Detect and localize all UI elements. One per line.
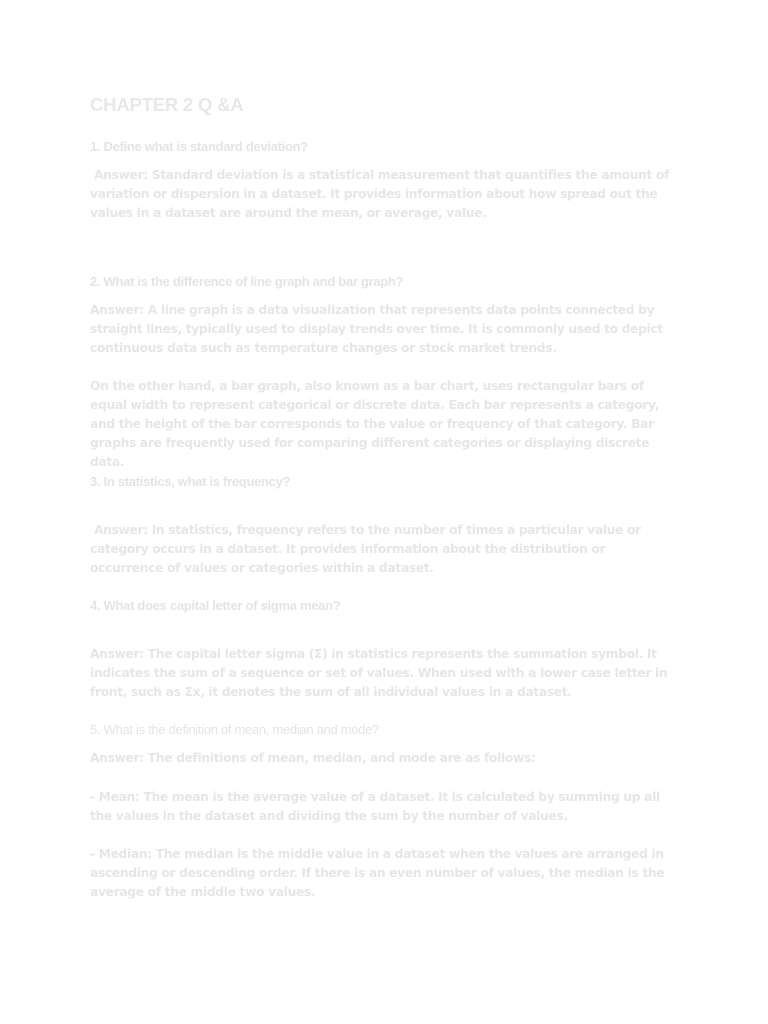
question-4: 4. What does capital letter of sigma mean?: [90, 598, 341, 613]
answer-4: Answer: The capital letter sigma (Σ) in statistics represents the summation symbol. It indicates the sum of a sequence or set of values. When used with a lower case letter in front, such as Σx, it denotes the sum of all individual values in a dataset.: [90, 647, 672, 699]
answer-5-intro: Answer: The definitions of mean, median, and mode are as follows:: [90, 751, 536, 765]
question-5: 5. What is the definition of mean, median and mode?: [90, 722, 379, 737]
question-2: 2. What is the difference of line graph and bar graph?: [90, 274, 404, 289]
answer-1: Answer: Standard deviation is a statistical measurement that quantifies the amount of variation or dispersion in a dataset. It provides information about how spread out the values in a dataset are around the mean, or average, value.: [90, 168, 674, 220]
answer-5-median: - Median: The median is the middle value in a dataset when the values are arranged in ascending or descending order. If there is an even number of values, the median is the average of the middle two values.: [90, 847, 669, 899]
answer-2-paragraph-1: Answer: A line graph is a data visualization that represents data points connected by straight lines, typically used to display trends over time. It is commonly used to depict continuous data such as temperature changes or stock market trends.: [90, 303, 667, 355]
answer-5-mean: - Mean: The mean is the average value of a dataset. It is calculated by summing up all the values in the dataset and dividing the sum by the number of values.: [90, 790, 664, 823]
answer-3: Answer: In statistics, frequency refers to the number of times a particular value or category occurs in a dataset. It provides information about the distribution or occurrence of values or categories within a dataset.: [90, 523, 645, 575]
question-3: 3. In statistics, what is frequency?: [90, 474, 291, 489]
question-1: 1. Define what is standard deviation?: [90, 139, 308, 154]
document-title: CHAPTER 2 Q &A: [90, 94, 244, 115]
answer-2-paragraph-2: On the other hand, a bar graph, also known as a bar chart, uses rectangular bars of equal width to represent categorical or discrete data. Each bar represents a category, and the height of the bar corresponds to the value or frequency of that category. Bar graphs are frequently used for comparing different categories or displaying discrete data.: [90, 379, 663, 469]
